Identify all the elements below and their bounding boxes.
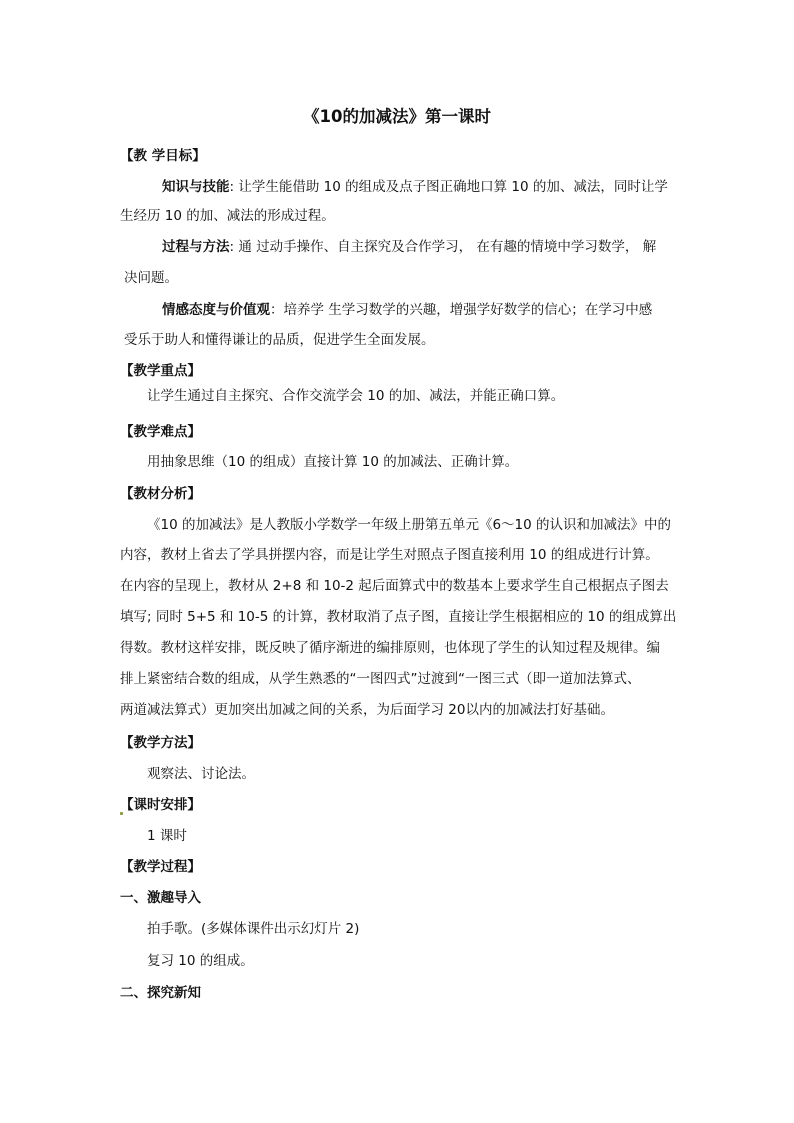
analysis-heading: 【教材分析】 (120, 486, 201, 502)
difficulties-text: 用抽象思维（10 的组成）直接计算 10 的加减法、正确计算。 (147, 454, 519, 470)
knowledge-text-cont: 生经历 10 的加、减法的形成过程。 (120, 208, 335, 224)
analysis-line-3: 在内容的呈现上，教材从 2+8 和 10-2 起后面算式中的数基本上要求学生自己根据点子图去 (120, 578, 669, 594)
emotion-text: ：培养学 生学习数学的兴趣，增强学好数学的信心；在学习中感 (270, 302, 653, 318)
emotion-values-line (162, 300, 682, 320)
emotion-label: 情感态度与价值观 (162, 302, 270, 318)
knowledge-label: 知识与技能 (162, 179, 230, 195)
procedure-step-2: 二、探究新知 (120, 985, 201, 1001)
procedure-step-1: 一、激趣导入 (120, 890, 201, 906)
analysis-line-5: 得数。教材这样安排，既反映了循序渐进的编排原则，也体现了学生的认知过程及规律。编 (120, 640, 660, 656)
analysis-line-7: 两道减法算式）更加突出加减之间的关系，为后面学习 20以内的加减法打好基础。 (120, 702, 614, 718)
process-method-line (162, 237, 682, 257)
key-points-text: 让学生通过自主探究、合作交流学会 10 的加、减法，并能正确口算。 (147, 388, 565, 404)
analysis-line-1: 《10 的加减法》是人教版小学数学一年级上册第五单元《6～10 的认识和加减法》中的 (147, 517, 672, 533)
schedule-heading: 【课时安排】 (120, 797, 201, 813)
process-text: : 通 过动手操作、自主探究及合作学习， 在有趣的情境中学习数学， 解 (229, 239, 657, 255)
methods-heading: 【教学方法】 (120, 735, 201, 751)
knowledge-skills-line (162, 177, 682, 197)
schedule-text: 1 课时 (147, 828, 187, 844)
procedure-heading: 【教学过程】 (120, 859, 201, 875)
process-text-cont: 决问题。 (124, 270, 178, 286)
key-points-heading: 【教学重点】 (120, 363, 201, 379)
analysis-line-2: 内容，教材上省去了学具拼摆内容，而是让学生对照点子图直接利用 10 的组成进行计算。 (120, 547, 659, 563)
methods-text: 观察法、讨论法。 (147, 766, 255, 782)
goals-heading: 【教 学目标】 (120, 148, 206, 164)
analysis-line-4: 填写; 同时 5+5 和 10-5 的计算，教材取消了点子图，直接让学生根据相应的 10 的组成算出 (120, 609, 677, 625)
knowledge-text: : 让学生能借助 10 的组成及点子图正确地口算 10 的加、减法，同时让学 (229, 179, 668, 195)
procedure-step-1-line-1: 拍手歌。(多媒体课件出示幻灯片 2) (147, 921, 360, 937)
procedure-step-1-line-2: 复习 10 的组成。 (147, 953, 254, 969)
difficulties-heading: 【教学难点】 (120, 424, 201, 440)
emotion-text-cont: 受乐于助人和懂得谦让的品质，促进学生全面发展。 (124, 332, 435, 348)
page-title: 《10的加减法》第一课时 (303, 107, 491, 126)
analysis-line-6: 排上紧密结合数的组成，从学生熟悉的“一图四式”过渡到“一图三式（即一道加法算式、 (120, 671, 641, 687)
process-label: 过程与方法 (162, 239, 230, 255)
